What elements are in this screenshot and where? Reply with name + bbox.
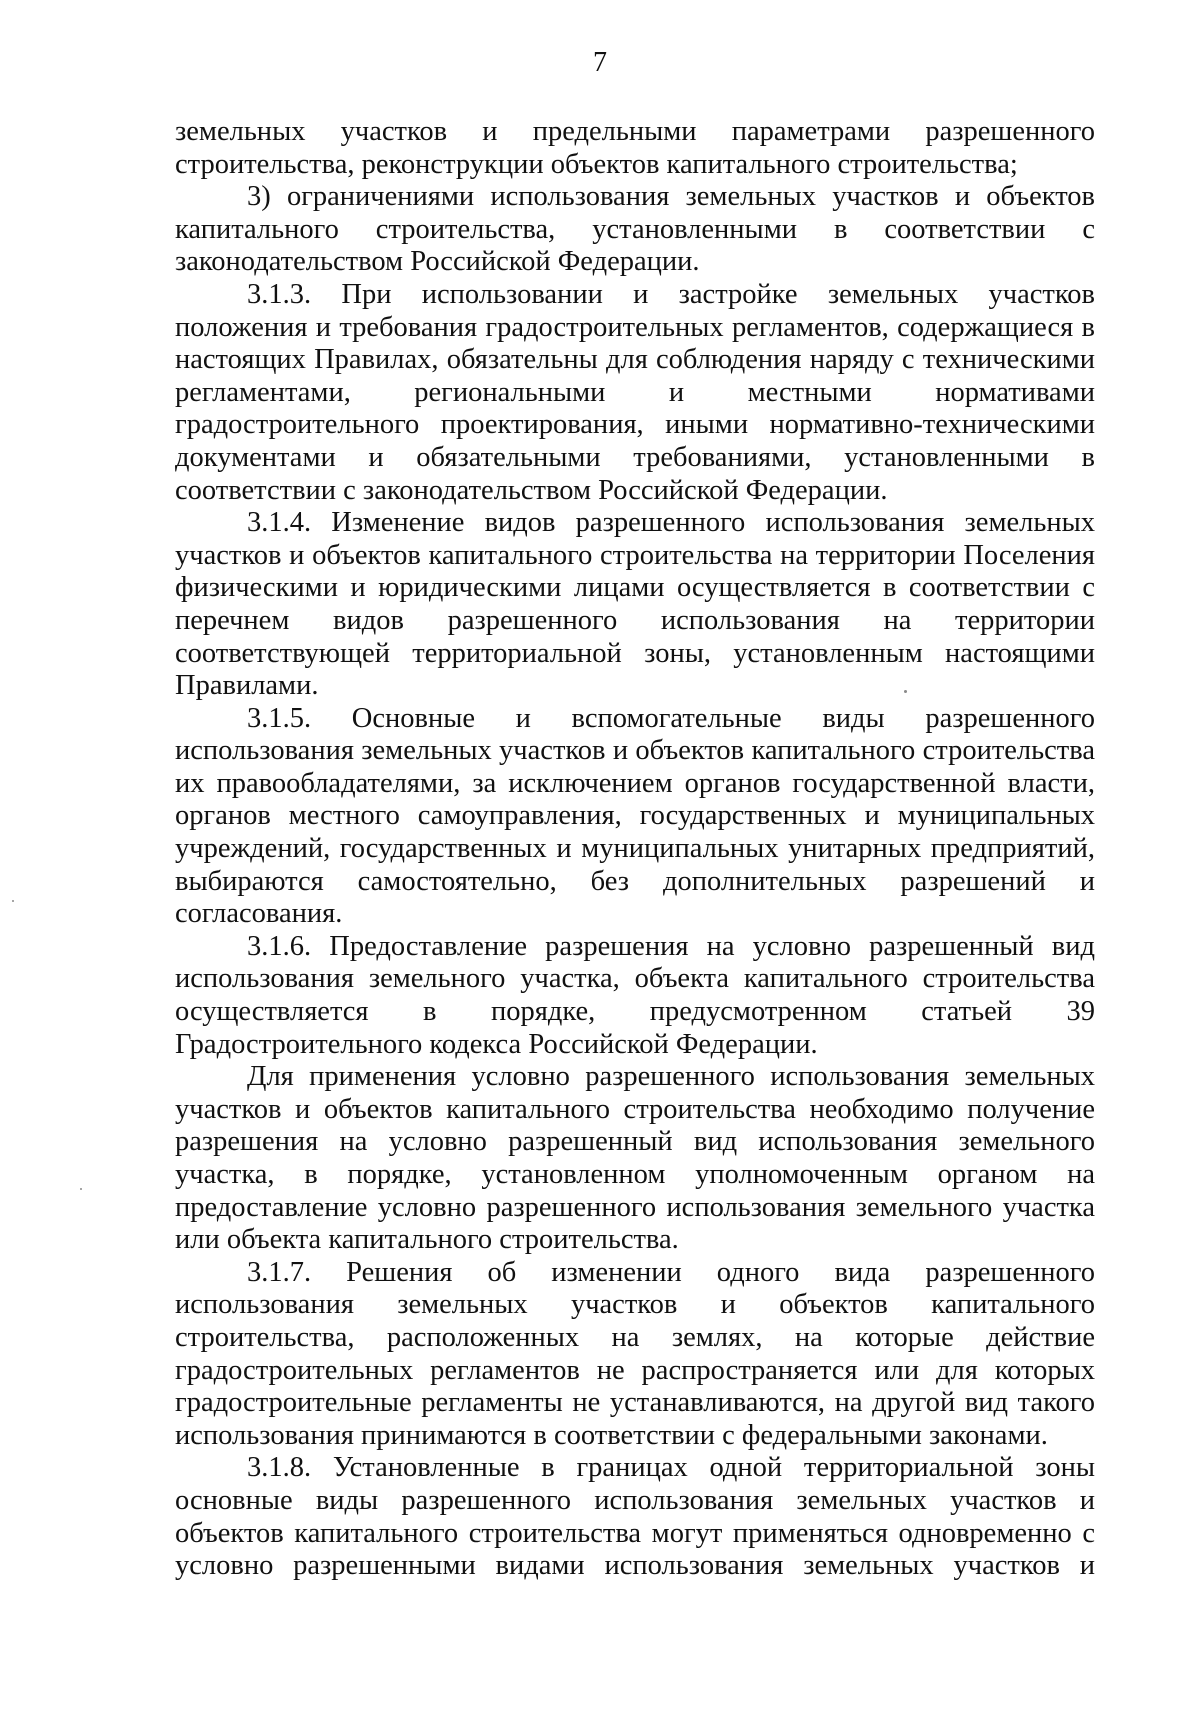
paragraph-3-1-5: 3.1.5. Основные и вспомогательные виды разрешенного использования земельных участков и объектов капитального строительства их правообладателями, за исключением органов государственной власти, органов местного самоуправления, государственных и муниципальных учреждений, государственных и муниципальных унитарных предприятий, выбираются самостоятельно, без дополнительных разрешений и согласования. — [175, 702, 1095, 930]
page-number: 7 — [593, 47, 607, 78]
paragraph-3-1-3: 3.1.3. При использовании и застройке земельных участков положения и требования градостроительных регламентов, содержащиеся в настоящих Правилах, обязательны для соблюдения наряду с техническими регламентами, региональными и местными нормативами градостроительного проектирования, иными нормативно-техническими документами и обязательными требованиями, установленными в соответствии с законодательством Российской Федерации. — [175, 278, 1095, 506]
paragraph-3-1-7: 3.1.7. Решения об изменении одного вида разрешенного использования земельных участков и объектов капитального строительства, расположенных на землях, на которые действие градостроительных регламентов не распространяется или для которых градостроительные регламенты не устанавливаются, на другой вид такого использования принимаются в соответствии с федеральными законами. — [175, 1256, 1095, 1451]
scan-speck — [80, 1188, 82, 1190]
paragraph-item-3: 3) ограничениями использования земельных участков и объектов капитального строительства, установленными в соответствии с законодательством Российской Федерации. — [175, 181, 1095, 278]
document-body — [175, 116, 1095, 1583]
scan-speck — [904, 690, 907, 693]
paragraph-3-1-8: 3.1.8. Установленные в границах одной территориальной зоны основные виды разрешенного использования земельных участков и объектов капитального строительства могут применяться одновременно с условно разрешенными видами использования земельных участков и — [175, 1452, 1095, 1582]
paragraph-3-1-6: 3.1.6. Предоставление разрешения на условно разрешенный вид использования земельного участка, объекта капитального строительства осуществляется в порядке, предусмотренном статьей 39 Градостроительного кодекса Российской Федерации. — [175, 930, 1095, 1060]
paragraph-conditional-use: Для применения условно разрешенного использования земельных участков и объектов капитального строительства необходимо получение разрешения на условно разрешенный вид использования земельного участка, в порядке, установленном уполномоченным органом на предоставление условно разрешенного использования земельного участка или объекта капитального строительства. — [175, 1061, 1095, 1256]
paragraph-3-1-4: 3.1.4. Изменение видов разрешенного использования земельных участков и объектов капитального строительства на территории Поселения физическими и юридическими лицами осуществляется в соответствии с перечнем видов разрешенного использования на территории соответствующей территориальной зоны, установленным настоящими Правилами. — [175, 507, 1095, 702]
scan-speck — [12, 900, 14, 902]
paragraph-continuation: земельных участков и предельными параметрами разрешенного строительства, реконструкции объектов капитального строительства; — [175, 116, 1095, 180]
